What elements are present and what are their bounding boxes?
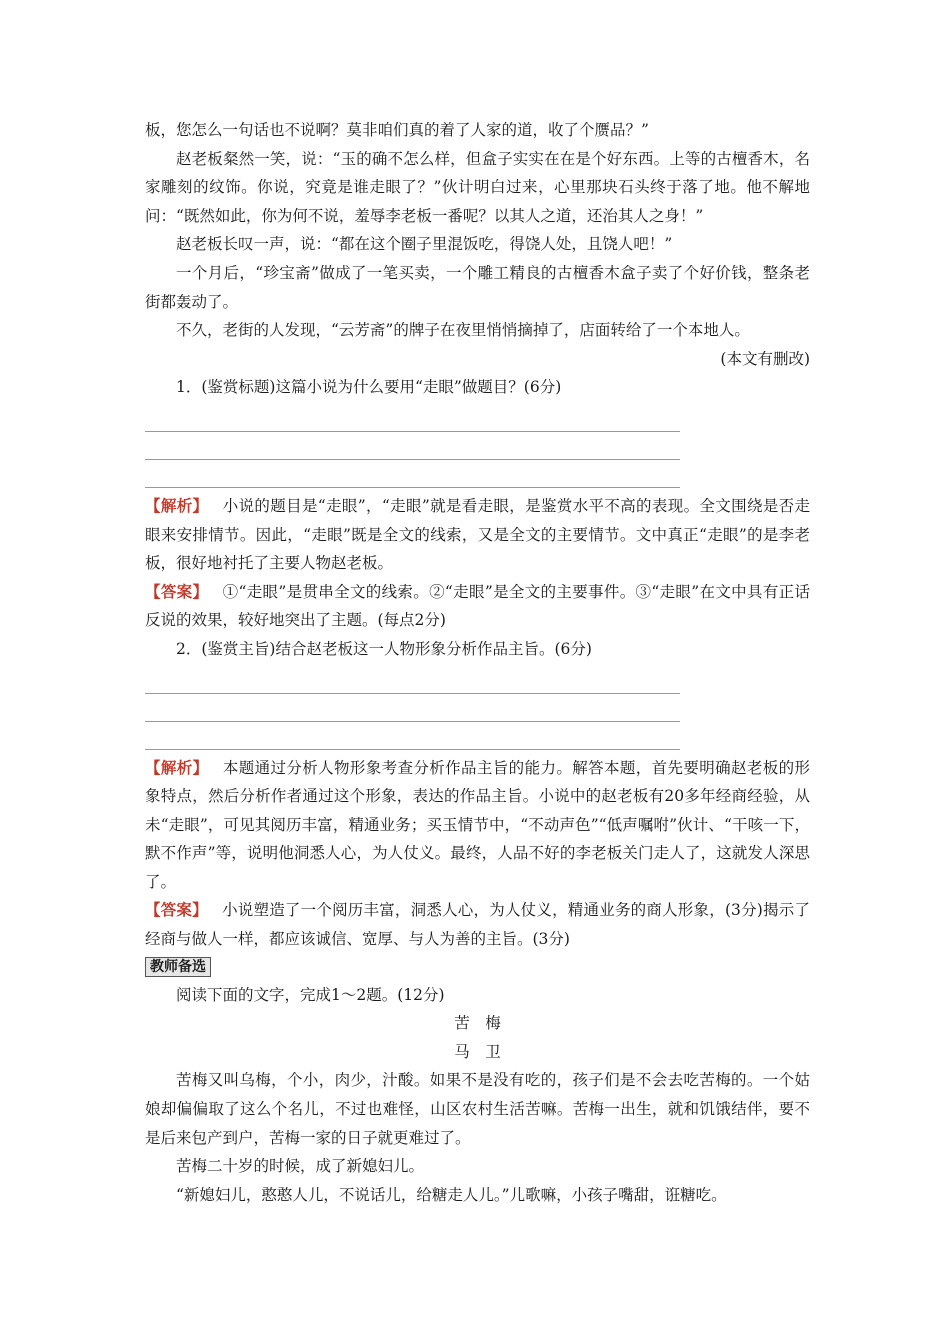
analysis-tag: 【解析】	[145, 757, 209, 777]
teacher-section-label-wrap	[145, 954, 810, 981]
answer-2	[145, 896, 810, 953]
answer-tag: 【答案】	[145, 581, 209, 601]
analysis-text: 小说的题目是“走眼”，“走眼”就是看走眼，是鉴赏水平不高的表现。全文围绕是否走眼来安排情节。因此，“走眼”既是全文的线索，又是全文的主要情节。文中真正“走眼”的是李老板，很好地衬托了主要人物赵老板。	[145, 496, 810, 573]
answer-line	[145, 460, 680, 488]
question-1: 1．(鉴赏标题)这篇小说为什么要用“走眼”做题目？(6分)	[176, 378, 562, 397]
answer-text: 小说塑造了一个阅历丰富，洞悉人心，为人仗义，精通业务的商人形象，(3分)揭示了经商与做人一样，都应该诚信、宽厚、与人为善的主旨。(3分)	[145, 901, 810, 949]
answer-line	[145, 666, 680, 694]
analysis-tag: 【解析】	[145, 495, 209, 515]
teacher-section-label: 教师备选	[145, 957, 211, 977]
story-paragraph-5: 不久，老街的人发现，“云芳斋”的牌子在夜里悄悄摘掉了，店面转给了一个本地人。	[176, 321, 750, 340]
analysis-2	[145, 754, 810, 897]
answer-lines-1	[145, 404, 810, 488]
question-2: 2．(鉴赏主旨)结合赵老板这一人物形象分析作品主旨。(6分)	[176, 639, 592, 658]
answer-lines-2	[145, 666, 810, 750]
answer-1	[145, 578, 810, 635]
passage-paragraph-2: 苦梅二十岁的时候，成了新媳妇儿。	[176, 1157, 425, 1176]
document-page	[145, 116, 810, 1209]
analysis-1	[145, 492, 810, 578]
source-note: (本文有删改)	[720, 349, 810, 368]
passage-title: 苦 梅	[454, 1014, 501, 1033]
teacher-instruction: 阅读下面的文字，完成1～2题。(12分)	[176, 985, 445, 1004]
answer-line	[145, 432, 680, 460]
passage-author: 马 卫	[454, 1042, 501, 1061]
passage-paragraph-3: “新媳妇儿，憨憨人儿，不说话儿，给糖走人儿。”儿歌嘛，小孩子嘴甜，诳糖吃。	[176, 1185, 727, 1204]
passage-paragraph-1: 苦梅又叫乌梅，个小，肉少，汁酸。如果不是没有吃的，孩子们是不会去吃苦梅的。一个姑娘却偏偏取了这么个名儿，不过也难怪，山区农村生活苦嘛。苦梅一出生，就和饥饿结伴，要不是后来包产到户，苦梅一家的日子就更难过了。	[145, 1071, 810, 1147]
story-paragraph-1: 板，您怎么一句话也不说啊？莫非咱们真的着了人家的道，收了个赝品？”	[145, 121, 649, 139]
answer-line	[145, 404, 680, 432]
story-paragraph-4: 一个月后，“珍宝斋”做成了一笔买卖，一个雕工精良的古檀香木盒子卖了个好价钱，整条老街都轰动了。	[145, 263, 810, 311]
analysis-text: 本题通过分析人物形象考查分析作品主旨的能力。解答本题，首先要明确赵老板的形象特点，然后分析作者通过这个形象，表达的作品主旨。小说中的赵老板有20多年经商经验，从未“走眼”，可见其阅历丰富，精通业务；买玉情节中，“不动声色”“低声嘱咐”伙计、“干咳一下，默不作声”等，说明他洞悉人心，为人仗义。最终，人品不好的李老板关门走人了，这就发人深思了。	[145, 758, 810, 891]
story-paragraph-2: 赵老板粲然一笑，说：“玉的确不怎么样，但盒子实实在在是个好东西。上等的古檀香木，名家雕刻的纹饰。你说，究竟是谁走眼了？”伙计明白过来，心里那块石头终于落了地。他不解地问：“既然如此，你为何不说，羞辱李老板一番呢？以其人之道，还治其人之身！”	[145, 149, 810, 225]
answer-line	[145, 694, 680, 722]
answer-line	[145, 722, 680, 750]
answer-tag: 【答案】	[145, 900, 208, 920]
answer-text: ①“走眼”是贯串全文的线索。②“走眼”是全文的主要事件。③“走眼”在文中具有正话反说的效果，较好地突出了主题。(每点2分)	[145, 582, 810, 630]
story-paragraph-3: 赵老板长叹一声，说：“都在这个圈子里混饭吃，得饶人处，且饶人吧！”	[176, 235, 673, 254]
